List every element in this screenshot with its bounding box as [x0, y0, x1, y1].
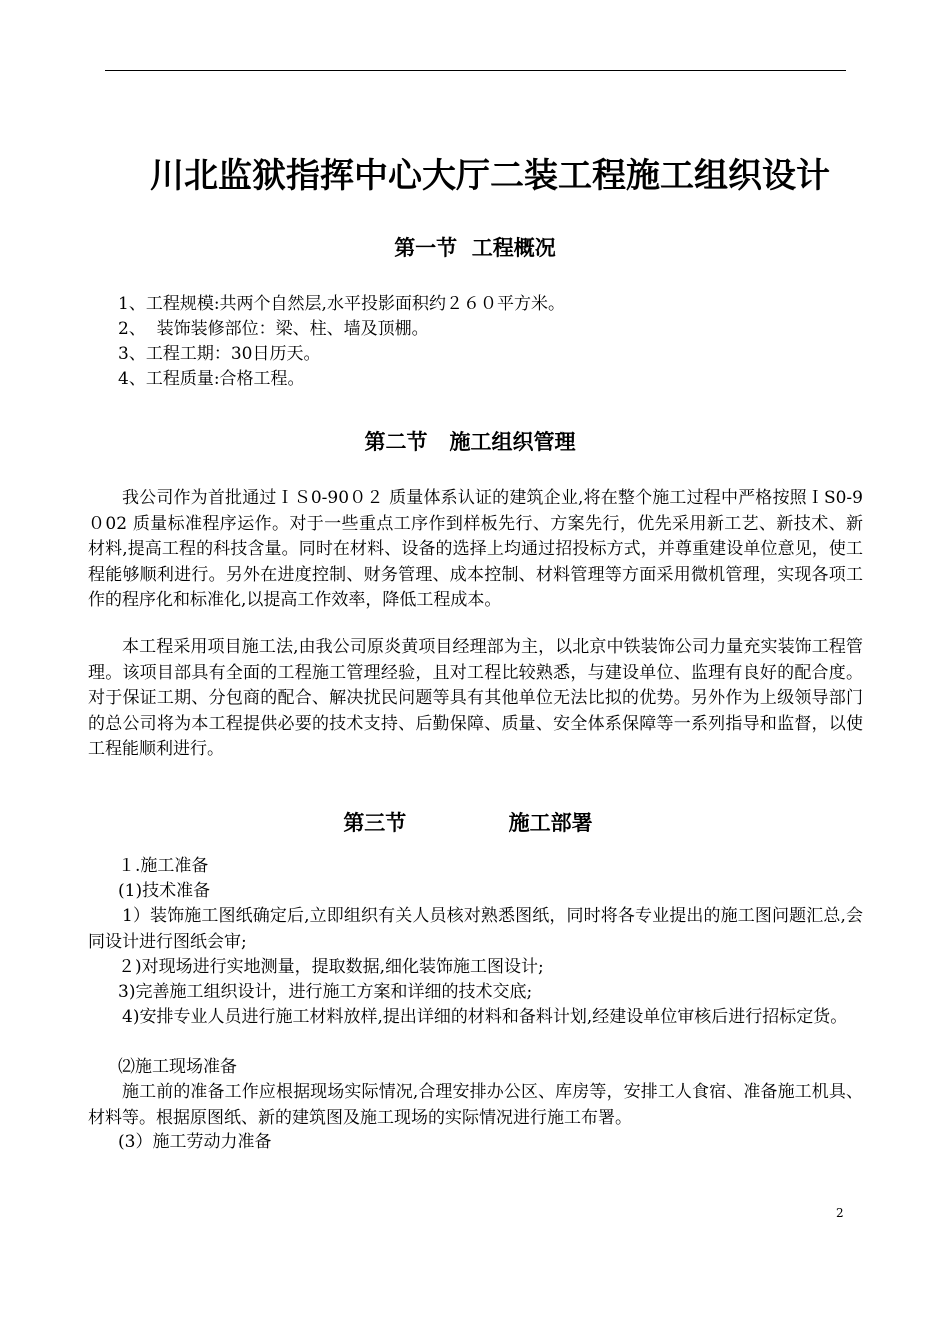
section-3-heading: 第三节 施工部署 [343, 811, 593, 835]
section-2-paragraph: 我公司作为首批通过ＩＳ0-90０２ 质量体系认证的建筑企业,将在整个施工过程中严格按照ＩS0-9０02 质量标准程序运作。对于一些重点工序作到样板先行、方案先行，优先采用新工艺、新技术、新材料,提高工程的科技含量。同时在材料、设备的选择上均通过招投标方式，并尊重建设单位意见，使工程能够顺利进行。另外在进度控制、财务管理、成本控制、材料管理等方面采用微机管理，实现各项工作的程序化和标准化,以提高工作效率，降低工程成本。 [88, 488, 863, 610]
section-3-line: 3)完善施工组织设计，进行施工方案和详细的技术交底; [118, 982, 533, 1002]
section-2-paragraph: 本工程采用项目施工法,由我公司原炎黄项目经理部为主，以北京中铁装饰公司力量充实装饰工程管理。该项目部具有全面的工程施工管理经验，且对工程比较熟悉，与建设单位、监理有良好的配合度。对于保证工期、分包商的配合、解决扰民问题等具有其他单位无法比拟的优势。另外作为上级领导部门的总公司将为本工程提供必要的技术支持、后勤保障、质量、安全体系保障等一系列指导和监督，以使工程能顺利进行。 [88, 637, 863, 759]
section-3-line: １.施工准备 [118, 856, 209, 876]
section-1-item: 3、工程工期：30日历天。 [118, 344, 321, 364]
section-3-line: (3）施工劳动力准备 [118, 1132, 272, 1152]
section-3-paragraph: 施工前的准备工作应根据现场实际情况,合理安排办公区、库房等，安排工人食宿、准备施工机具、材料等。根据原图纸、新的建筑图及施工现场的实际情况进行施工布署。 [88, 1082, 863, 1128]
section-1-item: 2、 装饰装修部位：梁、柱、墙及顶棚。 [118, 319, 429, 339]
section-1-item: 4、工程质量:合格工程。 [118, 369, 305, 389]
section-3-line: ２)对现场进行实地测量，提取数据,细化装饰施工图设计; [118, 957, 544, 977]
section-1-item: 1、工程规模:共两个自然层,水平投影面积约２６０平方米。 [118, 294, 565, 314]
section-3-line: ⑵施工现场准备 [118, 1057, 237, 1077]
header-rule [105, 70, 846, 71]
section-2-heading: 第二节 施工组织管理 [364, 430, 576, 454]
section-3-line: (1)技术准备 [118, 881, 211, 901]
section-1-heading: 第一节 工程概况 [394, 236, 556, 260]
section-3-paragraph: 1）装饰施工图纸确定后,立即组织有关人员核对熟悉图纸，同时将各专业提出的施工图问题汇总,会同设计进行图纸会审; [88, 906, 863, 952]
section-3-paragraph: 4)安排专业人员进行施工材料放样,提出详细的材料和备料计划,经建设单位审核后进行招标定货。 [122, 1007, 848, 1027]
document-title: 川北监狱指挥中心大厅二装工程施工组织设计 [150, 156, 830, 196]
page-number: 2 [836, 1206, 844, 1220]
